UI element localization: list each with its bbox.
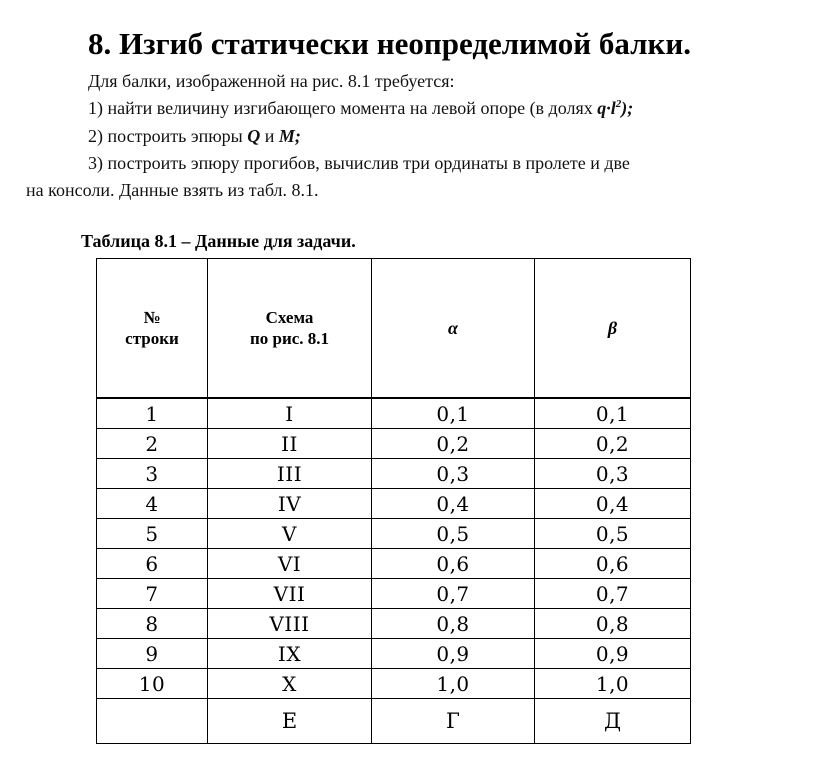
cell-beta: 0,1 [535,398,691,429]
cell-beta: 0,6 [535,549,691,579]
cell-alpha: 0,8 [372,609,535,639]
task-1-text: 1) найти величину изгибающего момента на левой опоре (в долях [88,98,598,118]
cell-alpha: 0,4 [372,489,535,519]
table-row [97,429,691,459]
table-row [97,459,691,489]
cell-row-number: 6 [97,549,208,579]
table-row [97,489,691,519]
cell-row-number: 10 [97,669,208,699]
table-row [97,579,691,609]
task-2-text: 2) построить эпюры [88,126,248,146]
cell-scheme: III [208,459,372,489]
task-3-line-1: 3) построить эпюру прогибов, вычислив три ординаты в пролете и две [88,153,630,173]
cell-scheme: II [208,429,372,459]
cell-beta: 0,8 [535,609,691,639]
cell-row-number: 1 [97,398,208,429]
cell-beta: 0,2 [535,429,691,459]
task-1 [88,98,633,119]
cell-alpha: 0,6 [372,549,535,579]
cell-alpha: 0,2 [372,429,535,459]
footer-cell-alpha-letter: Г [372,699,535,744]
footer-cell-scheme-letter: Е [208,699,372,744]
cell-scheme: IX [208,639,372,669]
intro-text: Для балки, изображенной на рис. 8.1 требуется: [88,71,455,91]
table-row [97,669,691,699]
task-2-q: Q [247,126,261,146]
cell-beta: 0,4 [535,489,691,519]
cell-beta: 1,0 [535,669,691,699]
cell-scheme: VI [208,549,372,579]
cell-alpha: 0,7 [372,579,535,609]
cell-alpha: 0,1 [372,398,535,429]
header-beta: β [535,259,691,399]
task-2-m: M; [278,126,301,146]
cell-row-number: 3 [97,459,208,489]
table-row [97,519,691,549]
cell-alpha: 0,9 [372,639,535,669]
cell-scheme: VIII [208,609,372,639]
table-footer-row [97,699,691,744]
cell-row-number: 7 [97,579,208,609]
footer-cell-empty [97,699,208,744]
cell-beta: 0,5 [535,519,691,549]
cell-scheme: X [208,669,372,699]
header-alpha: α [372,259,535,399]
cell-row-number: 2 [97,429,208,459]
table-row [97,609,691,639]
cell-beta: 0,9 [535,639,691,669]
cell-alpha: 0,3 [372,459,535,489]
cell-row-number: 4 [97,489,208,519]
cell-alpha: 1,0 [372,669,535,699]
task-3-line-2: на консоли. Данные взять из табл. 8.1. [26,180,319,200]
task-2 [88,126,301,147]
table-row [97,639,691,669]
cell-scheme: VII [208,579,372,609]
header-row-number: № строки [97,259,208,399]
cell-beta: 0,3 [535,459,691,489]
data-table [96,258,691,744]
table-caption: Таблица 8.1 – Данные для задачи. [81,231,356,251]
table-row [97,549,691,579]
cell-row-number: 8 [97,609,208,639]
task-1-formula: $q\cdot l^2$); [597,98,634,118]
footer-cell-beta-letter: Д [535,699,691,744]
cell-scheme: IV [208,489,372,519]
cell-scheme: I [208,398,372,429]
cell-alpha: 0,5 [372,519,535,549]
cell-row-number: 9 [97,639,208,669]
cell-scheme: V [208,519,372,549]
page-title: 8. Изгиб статически неопределимой балки. [88,26,691,61]
cell-row-number: 5 [97,519,208,549]
table-row [97,398,691,429]
cell-beta: 0,7 [535,579,691,609]
table-header-row [97,259,691,399]
task-2-and: и [260,126,279,146]
header-scheme: Схема по рис. 8.1 [208,259,372,399]
